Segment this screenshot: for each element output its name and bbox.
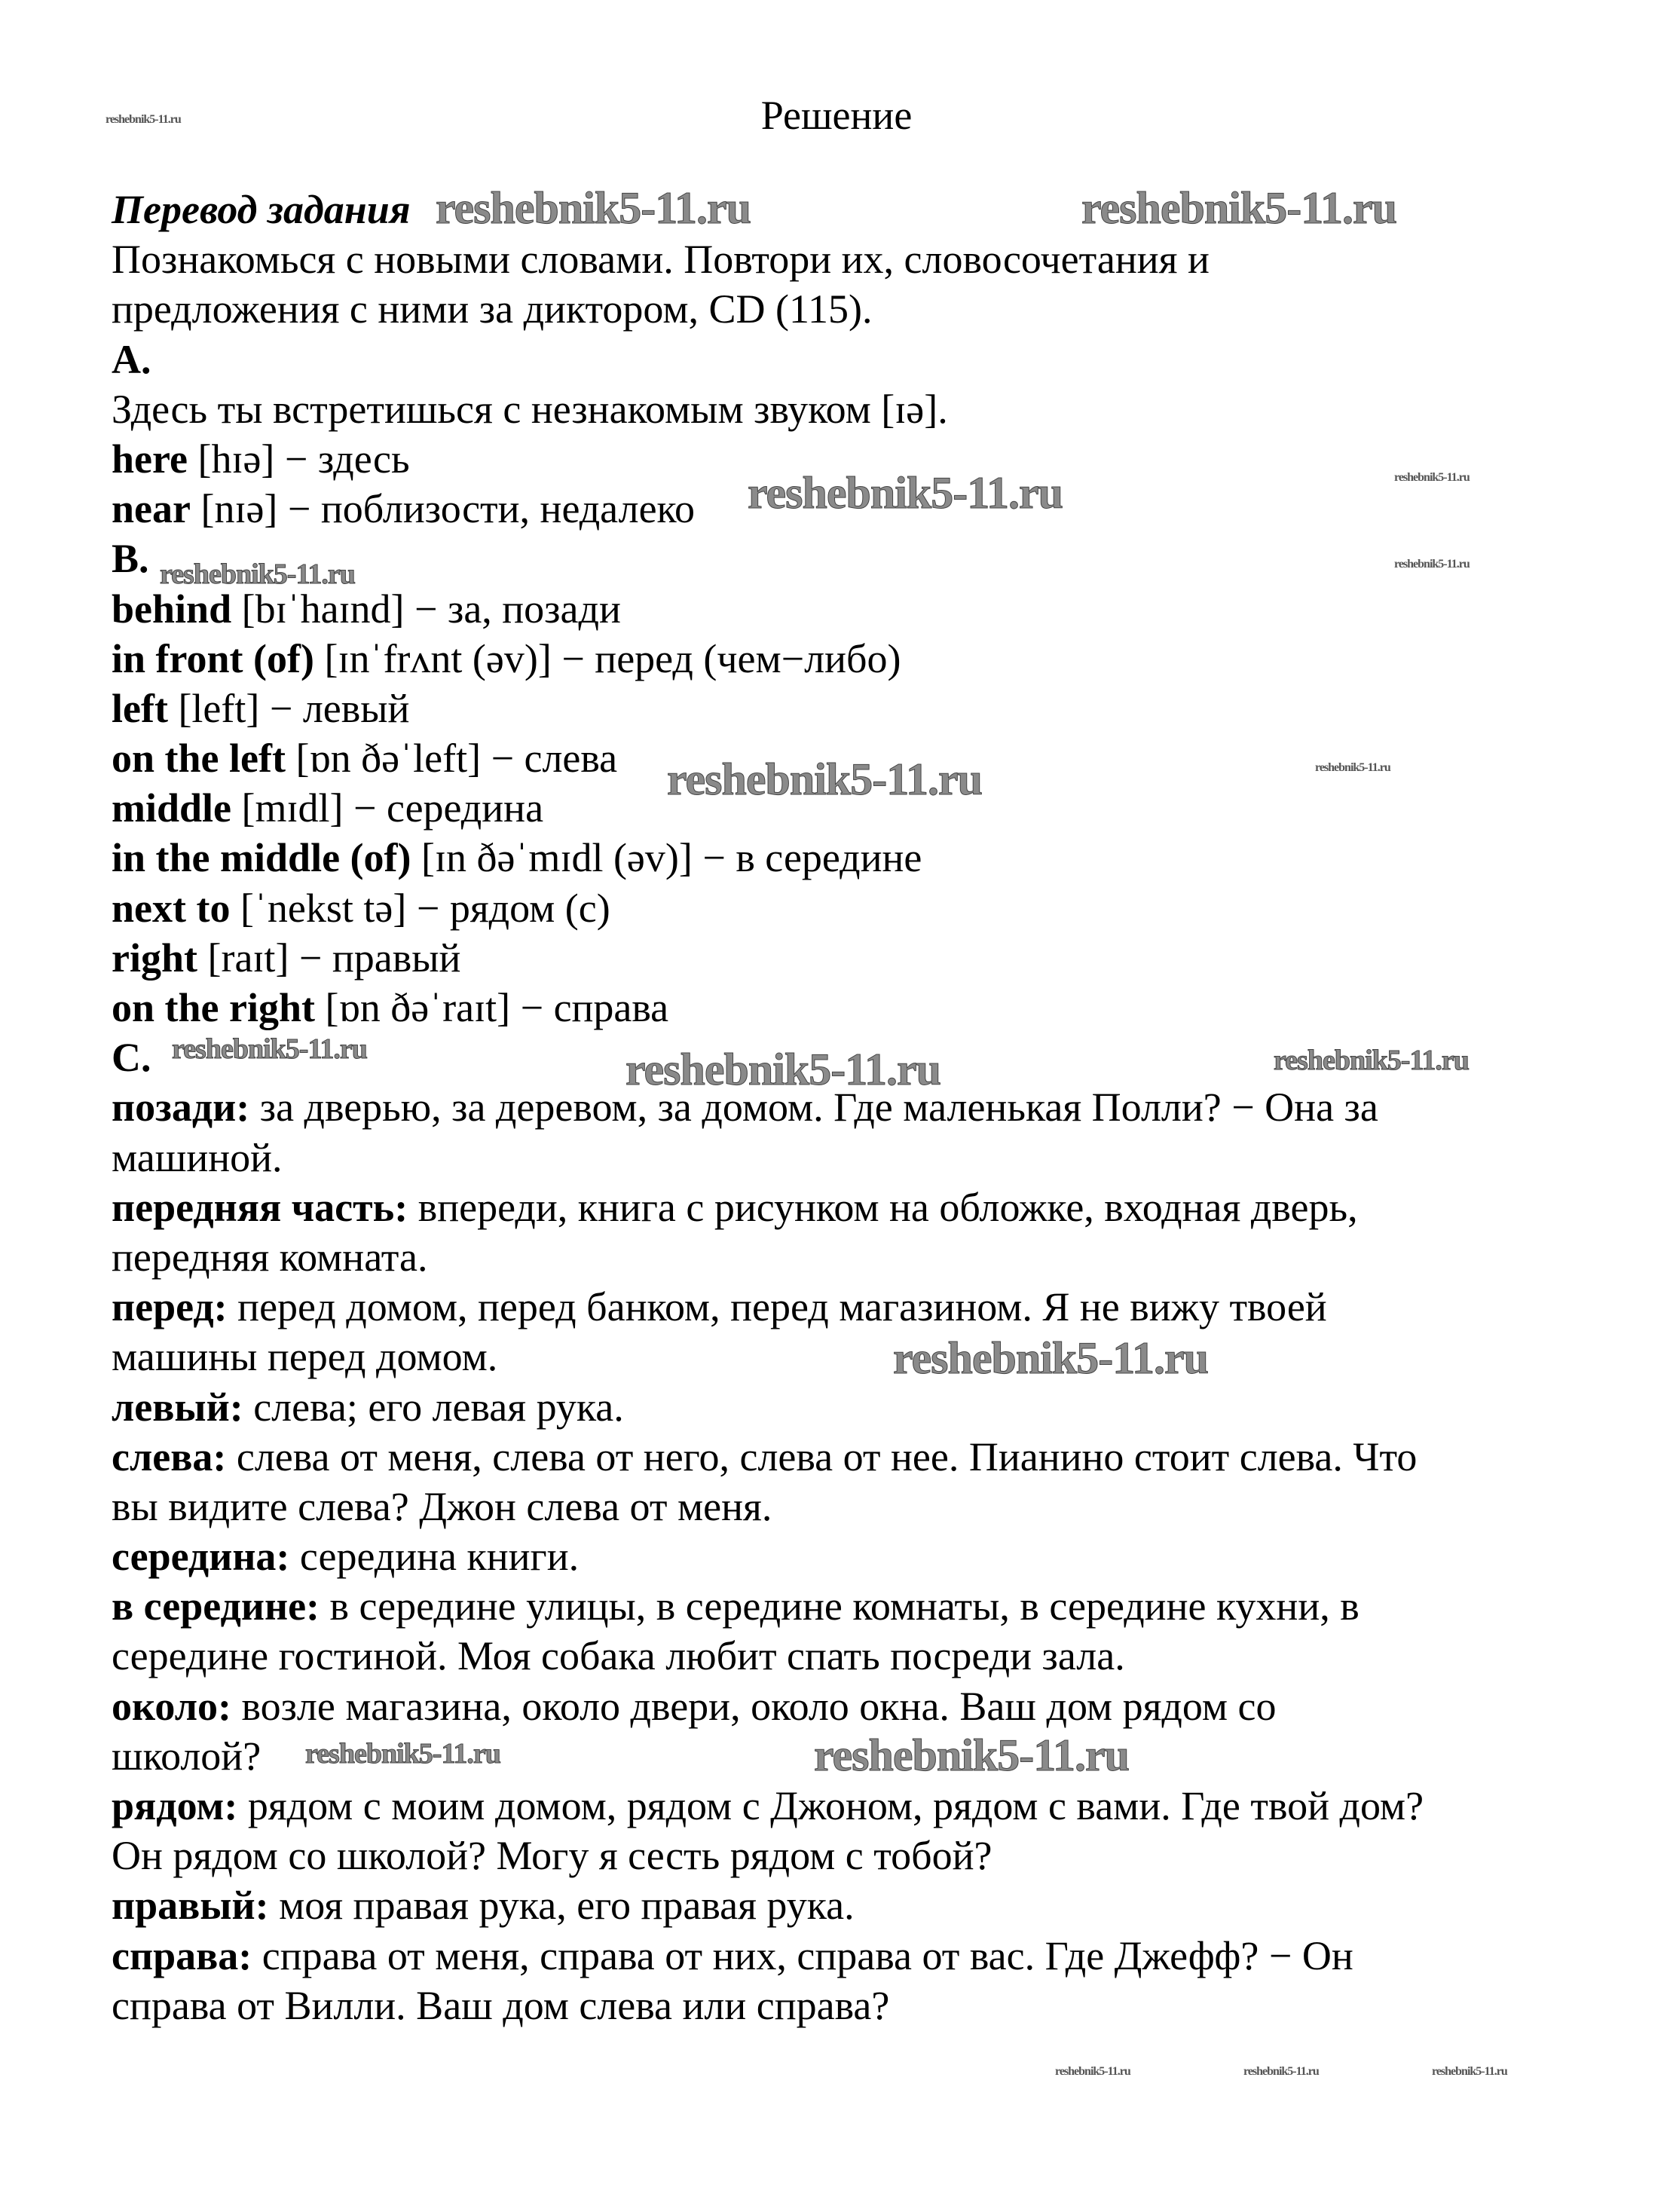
term: в середине: [112, 1583, 320, 1629]
watermark: reshebnik5-11.ru [667, 754, 982, 804]
term: перед: [112, 1284, 228, 1330]
watermark: reshebnik5-11.ru [305, 1738, 500, 1770]
text-line [112, 1631, 1581, 1681]
watermark: reshebnik5-11.ru [1315, 761, 1390, 774]
term: middle [112, 785, 232, 831]
definition: впереди, книга с рисунком на обложке, входная дверь, [408, 1184, 1358, 1230]
watermark: reshebnik5-11.ru [1055, 2065, 1130, 2078]
text-line [112, 1282, 1581, 1332]
definition: середине гостиной. Моя собака любит спать посреди зала. [112, 1633, 1125, 1679]
definition: вы видите слева? Джон слева от меня. [112, 1483, 772, 1529]
text-line [112, 1931, 1581, 1981]
watermark: reshebnik5-11.ru [1394, 471, 1470, 484]
text-line [112, 384, 1581, 434]
definition: середина книги. [289, 1534, 580, 1580]
definition: справа от меня, справа от них, справа от вас. Где Джефф? − Он [252, 1932, 1353, 1978]
term: in front (of) [112, 635, 314, 681]
definition: в середине улицы, в середине комнаты, в середине кухни, в [320, 1583, 1360, 1629]
text-line [112, 1981, 1581, 2030]
definition: [ɪnˈfrʌnt (əv)] − перед (чем−либо) [313, 635, 901, 681]
definition: за дверью, за деревом, за домом. Где маленькая Полли? − Она за [249, 1085, 1378, 1130]
watermark: reshebnik5-11.ru [1243, 2065, 1319, 2078]
text-line [112, 1232, 1581, 1282]
term: on the left [112, 736, 286, 782]
definition: [ɪn ðəˈmɪdl (əv)] − в середине [411, 835, 922, 881]
definition: перед домом, перед банком, перед магазином. Я не вижу твоей [227, 1284, 1327, 1330]
watermark: reshebnik5-11.ru [1394, 558, 1470, 571]
definition: моя правая рука, его правая рука. [268, 1883, 855, 1929]
term: около: [112, 1683, 231, 1729]
term: on the right [112, 985, 315, 1030]
definition: [raɪt] − правый [197, 935, 461, 981]
text-line [112, 234, 1581, 284]
definition: [ˈnekst tə] − рядом (с) [230, 885, 610, 931]
definition: школой? [112, 1733, 262, 1779]
definition: Он рядом со школой? Могу я сесть рядом с тобой? [112, 1833, 992, 1879]
term: правый: [112, 1883, 269, 1929]
term: near [112, 486, 191, 532]
text-line [112, 1482, 1581, 1531]
definition: Познакомься с новыми словами. Повтори их, словосочетания и [112, 237, 1210, 283]
text-line [112, 584, 1581, 634]
definition: машиной. [112, 1134, 283, 1180]
watermark: reshebnik5-11.ru [160, 558, 355, 590]
term: C. [112, 1035, 151, 1081]
text-line [112, 1133, 1581, 1182]
text-line [112, 883, 1581, 933]
term: справа: [112, 1932, 252, 1978]
page-title: Решение [760, 93, 913, 138]
watermark: reshebnik5-11.ru [814, 1730, 1129, 1780]
term: Перевод задания [112, 187, 411, 232]
watermark: reshebnik5-11.ru [625, 1045, 940, 1094]
definition: слева от меня, слева от него, слева от нее. Пианино стоит слева. Что [226, 1433, 1418, 1479]
definition: предложения с ними за диктором, CD (115). [112, 286, 873, 332]
watermark: reshebnik5-11.ru [748, 468, 1063, 518]
watermark: reshebnik5-11.ru [1081, 183, 1396, 233]
definition: [mɪdl] − середина [231, 785, 544, 831]
definition: передняя комната. [112, 1234, 428, 1280]
text-line [112, 1382, 1581, 1432]
text-line [112, 1781, 1581, 1831]
watermark: reshebnik5-11.ru [1432, 2065, 1507, 2078]
watermark: reshebnik5-11.ru [436, 183, 751, 233]
text-line [112, 1531, 1581, 1581]
term: next to [112, 885, 231, 931]
term: in the middle (of) [112, 835, 411, 881]
term: середина: [112, 1534, 290, 1580]
text-line [112, 1581, 1581, 1631]
term: behind [112, 586, 232, 632]
text-line [112, 1880, 1581, 1930]
watermark: reshebnik5-11.ru [172, 1033, 367, 1065]
definition: справа от Вилли. Ваш дом слева или справа? [112, 1982, 890, 2028]
definition: [nɪə] − поблизости, недалеко [190, 486, 696, 532]
text-line [112, 833, 1581, 883]
text-line [112, 684, 1581, 733]
definition: рядом с моим домом, рядом с Джоном, рядом с вами. Где твой дом? [237, 1783, 1424, 1828]
term: слева: [112, 1433, 227, 1479]
definition: [ɒn ðəˈraɪt] − справа [315, 985, 669, 1030]
definition: [ɒn ðəˈleft] − слева [285, 736, 618, 782]
watermark: reshebnik5-11.ru [893, 1333, 1208, 1383]
text-line [112, 933, 1581, 983]
term: рядом: [112, 1783, 238, 1828]
text-line [112, 1831, 1581, 1880]
term: левый: [112, 1384, 243, 1430]
text-line [112, 634, 1581, 684]
watermark: reshebnik5-11.ru [106, 113, 181, 126]
text-line [112, 1182, 1581, 1232]
term: right [112, 935, 197, 981]
definition: [left] − левый [167, 685, 410, 731]
term: here [112, 436, 188, 482]
text-line [112, 1332, 1581, 1381]
definition: возле магазина, около двери, около окна. Ваш дом рядом со [231, 1683, 1277, 1729]
text-line [112, 1681, 1581, 1731]
term: передняя часть: [112, 1184, 408, 1230]
term: позади: [112, 1085, 250, 1130]
definition: [bɪˈhaɪnd] − за, позади [231, 586, 621, 632]
definition: Здесь ты встретишься с незнакомым звуком [ɪə]. [112, 386, 948, 432]
text-line [112, 983, 1581, 1033]
definition: [hɪə] − здесь [187, 436, 410, 482]
definition: слева; его левая рука. [243, 1384, 624, 1430]
term: left [112, 685, 168, 731]
watermark: reshebnik5-11.ru [1274, 1045, 1469, 1076]
text-line [112, 284, 1581, 334]
text-line [112, 1432, 1581, 1482]
definition: машины перед домом. [112, 1334, 498, 1380]
term: B. [112, 536, 149, 582]
term: A. [112, 336, 151, 382]
text-line [112, 335, 1581, 384]
